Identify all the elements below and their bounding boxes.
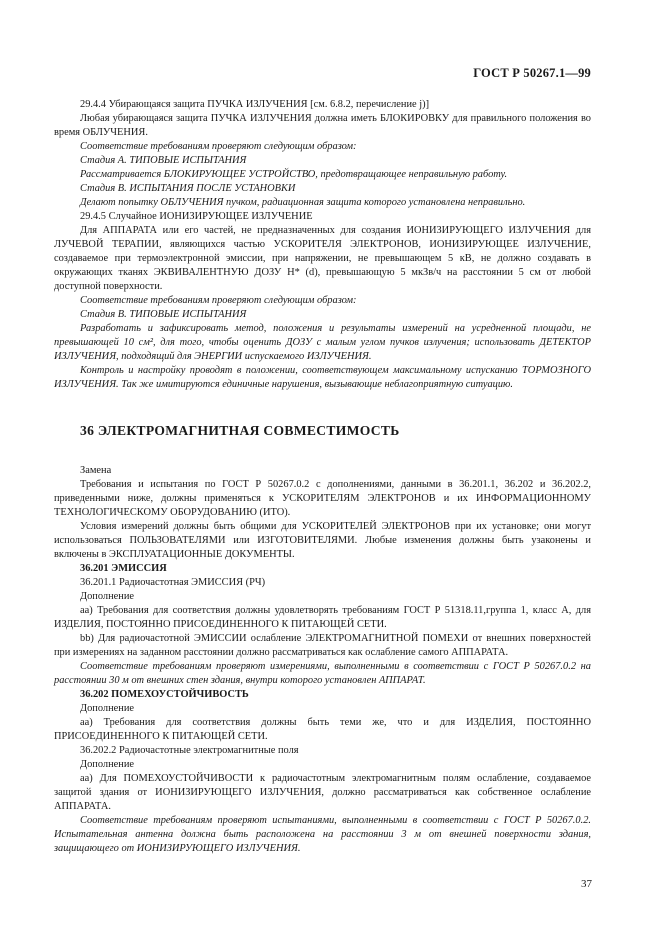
paragraph: Делают попытку ОБЛУЧЕНИЯ пучком, радиационная защита которого установлена неправильно. <box>80 197 526 208</box>
paragraph: 36.202 ПОМЕХОУСТОЙЧИВОСТЬ <box>80 689 249 700</box>
paragraph: Дополнение <box>80 591 134 602</box>
paragraph: Для АППАРАТА или его частей, не предназначенных для создания ИОНИЗИРУЮЩЕГО ИЗЛУЧЕНИЯ для ЛУЧЕВОЙ ТЕРАПИИ, являющихся частью УСКОРИТЕЛЯ ЭЛЕКТРОНОВ, ИОНИЗИРУЮЩЕЕ ИЗЛУЧЕНИЕ, создаваемое при термоэлектронной эмиссии, при напряжении, не превышающем 5 кВ, не должно создавать в окружающих тканях ЭКВИВАЛЕНТНУЮ ДОЗУ Н* (d), превышающую 5 мкЗв/ч на расстоянии 5 см от любой доступной поверхности. <box>54 225 591 292</box>
clause-29-block <box>54 98 591 392</box>
paragraph: аа) Требования для соответствия должны быть теми же, что и для ИЗДЕЛИЯ, ПОСТОЯННО ПРИСОЕДИНЕННОГО К ПИТАЮЩЕЙ СЕТИ. <box>54 717 591 742</box>
page-body <box>54 98 591 856</box>
paragraph: Разработать и зафиксировать метод, положения и результаты измерений на усредненной площади, не превышающей 10 см², для того, чтобы оценить ДОЗУ с малым углом пучков излучения; использовать ДЕТЕКТОР ИЗЛУЧЕНИЯ, подходящий для ЭНЕРГИИ испускаемого ИЗЛУЧЕНИЯ. <box>54 323 591 362</box>
document-id-header: ГОСТ Р 50267.1—99 <box>473 66 591 80</box>
paragraph: Соответствие требованиям проверяют измерениями, выполненными в соответствии с ГОСТ Р 50267.0.2 на расстоянии 30 м от внешних стен здания, внутри которого установлен АППАРАТ. <box>54 661 591 686</box>
paragraph: Дополнение <box>80 759 134 770</box>
paragraph: 36.202.2 Радиочастотные электромагнитные поля <box>80 745 299 756</box>
paragraph: 36.201.1 Радиочастотная ЭМИССИЯ (РЧ) <box>80 577 266 588</box>
paragraph: Любая убирающаяся защита ПУЧКА ИЗЛУЧЕНИЯ должна иметь БЛОКИРОВКУ для правильного положения во время ОБЛУЧЕНИЯ. <box>54 113 591 138</box>
paragraph: Рассматривается БЛОКИРУЮЩЕЕ УСТРОЙСТВО, предотвращающее неправильную работу. <box>80 169 508 180</box>
paragraph: Требования и испытания по ГОСТ Р 50267.0.2 с дополнениями, данными в 36.201.1, 36.202 и 36.202.2, приведенными ниже, должны применяться к УСКОРИТЕЛЯМ ЭЛЕКТРОНОВ и их ИНФОРМАЦИОННОМУ ТЕХНОЛОГИЧЕСКОМУ ОБОРУДОВАНИЮ (ИТО). <box>54 479 591 518</box>
paragraph: аа) Требования для соответствия должны удовлетворять требованиям ГОСТ Р 51318.11,группа 1, класс А, для ИЗДЕЛИЯ, ПОСТОЯННО ПРИСОЕДИНЕННОГО К ПИТАЮЩЕЙ СЕТИ. <box>54 605 591 630</box>
paragraph: аа) Для ПОМЕХОУСТОЙЧИВОСТИ к радиочастотным электромагнитным полям ослабление, создаваемое защитой здания от ИОНИЗИРУЮЩЕГО ИЗЛУЧЕНИЯ, должно рассматриваться как собственное ослабление АППАРАТА. <box>54 773 591 812</box>
paragraph: Соответствие требованиям проверяют испытаниями, выполненными в соответствии с ГОСТ Р 50267.0.2. Испытательная антенна должна быть расположена на расстоянии 3 м от внешней поверхности здания, защищающего от ИОНИЗИРУЮЩЕГО ИЗЛУЧЕНИЯ. <box>54 815 591 854</box>
paragraph: Замена <box>80 465 112 476</box>
paragraph: Стадия В. ТИПОВЫЕ ИСПЫТАНИЯ <box>80 309 247 320</box>
paragraph: 29.4.5 Случайное ИОНИЗИРУЮЩЕЕ ИЗЛУЧЕНИЕ <box>80 211 313 222</box>
paragraph: Условия измерений должны быть общими для УСКОРИТЕЛЕЙ ЭЛЕКТРОНОВ при их установке; они могут использоваться ПОЛЬЗОВАТЕЛЯМИ или ИЗГОТОВИТЕЛЯМИ. Любые изменения должны быть узаконены и включены в ЭКСПЛУАТАЦИОННЫЕ ДОКУМЕНТЫ. <box>54 521 591 560</box>
section-heading: 36 ЭЛЕКТРОМАГНИТНАЯ СОВМЕСТИМОСТЬ <box>80 423 400 438</box>
paragraph: 36.201 ЭМИССИЯ <box>80 563 167 574</box>
page-number: 37 <box>581 878 592 890</box>
paragraph: Соответствие требованиям проверяют следующим образом: <box>80 141 357 152</box>
clause-36-block <box>54 464 591 856</box>
paragraph: Контроль и настройку проводят в положении, соответствующем максимальному испусканию ТОРМОЗНОГО ИЗЛУЧЕНИЯ. Так же имитируются единичные нарушения, вызывающие неблагоприятную ситуацию. <box>54 365 591 390</box>
paragraph: bb) Для радиочастотной ЭМИССИИ ослабление ЭЛЕКТРОМАГНИТНОЙ ПОМЕХИ от внешних поверхностей при измерениях на заданном расстоянии должно рассматриваться как ослабление самого АППАРАТА. <box>54 633 591 658</box>
paragraph: Дополнение <box>80 703 134 714</box>
paragraph: 29.4.4 Убирающаяся защита ПУЧКА ИЗЛУЧЕНИЯ [см. 6.8.2, перечисление j)] <box>80 99 430 110</box>
paragraph: Соответствие требованиям проверяют следующим образом: <box>80 295 357 306</box>
paragraph: Стадия В. ИСПЫТАНИЯ ПОСЛЕ УСТАНОВКИ <box>80 183 296 194</box>
paragraph: Стадия А. ТИПОВЫЕ ИСПЫТАНИЯ <box>80 155 247 166</box>
